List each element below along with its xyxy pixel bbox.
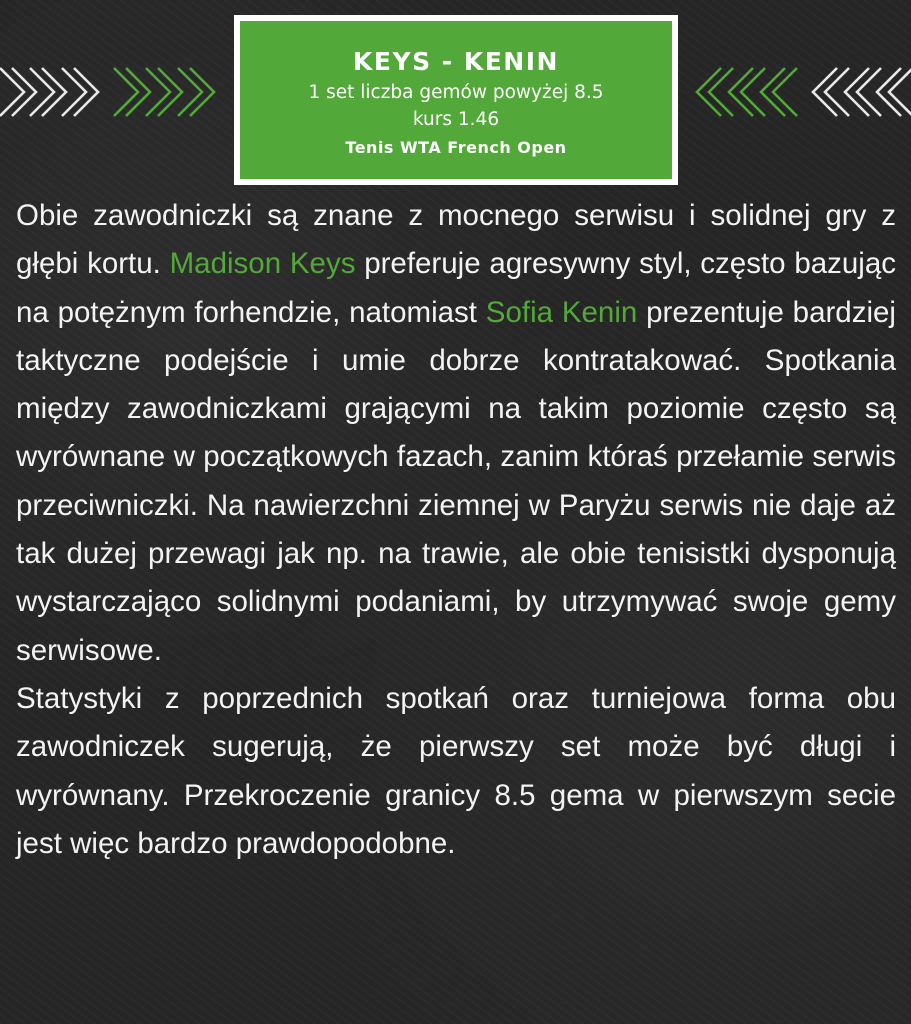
analysis-paragraph-2: Statystyki z poprzednich spotkań oraz turniejowa forma obu zawodniczek sugerują, że pierwszy set może być długi i wyrównany. Przekroczenie granicy 8.5 gema w pierwszym secie jest więc bardzo prawdopodobne.: [16, 681, 896, 860]
paragraph-text: Obie zawodniczki są znane z mocnego serwisu i solidnej gry z głębi kortu.: [16, 199, 896, 281]
chevrons-left-icon: [681, 64, 911, 120]
player-name-keys: Madison Keys: [169, 247, 356, 281]
analysis-text: [16, 192, 896, 868]
bet-header-box: [234, 15, 678, 185]
bet-description: 1 set liczba gemów powyżej 8.5: [308, 82, 604, 103]
odds-label: kurs 1.46: [412, 109, 500, 130]
player-name-kenin: Sofia Kenin: [485, 295, 638, 329]
paragraph-text: preferuje agresywny styl, często bazując na potężnym forhendzie, natomiast: [16, 247, 896, 329]
paragraph-text: prezentuje bardziej taktyczne podejście i umie dobrze kontratakować. Spotkania między zawodniczkami grającymi na takim poziomie często są wyrównane w początkowych fazach, zanim któraś przełamie serwis przeciwniczki. Na nawierzchni ziemnej w Paryżu serwis nie daje aż tak dużej przewagi jak np. na trawie, ale obie tenisistki dysponują wystarczająco solidnymi podaniami, by utrzymywać swoje gemy serwisowe.: [16, 295, 896, 667]
analysis-paragraph-1: [16, 192, 896, 675]
match-title: KEYS - KENIN: [353, 47, 559, 76]
chevrons-right-icon: [0, 64, 230, 120]
event-label: Tenis WTA French Open: [345, 138, 567, 157]
